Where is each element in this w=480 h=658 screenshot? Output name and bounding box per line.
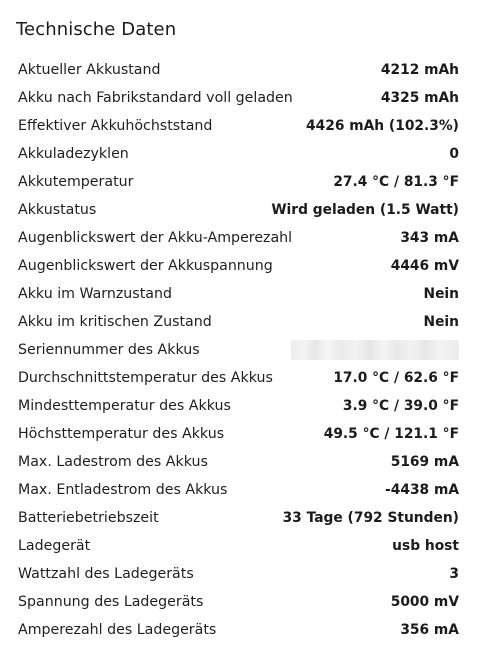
row-value: -4438 mA bbox=[385, 482, 459, 498]
row-label: Batteriebetriebszeit bbox=[18, 510, 159, 526]
row-label: Augenblickswert der Akku-Amperezahl bbox=[18, 230, 293, 246]
row-charger-voltage bbox=[18, 588, 459, 616]
row-label: Akku im kritischen Zustand bbox=[18, 314, 212, 330]
row-battery-temperature bbox=[18, 168, 459, 196]
row-value: 3.9 °C / 39.0 °F bbox=[342, 398, 459, 414]
row-max-charge-current bbox=[18, 448, 459, 476]
row-value: Nein bbox=[423, 314, 459, 330]
row-label: Akkuladezyklen bbox=[18, 146, 129, 162]
row-value: usb host bbox=[392, 538, 459, 554]
row-battery-runtime bbox=[18, 504, 459, 532]
row-value: 3 bbox=[449, 566, 459, 582]
row-value: 4212 mAh bbox=[380, 62, 459, 78]
row-value: Wird geladen (1.5 Watt) bbox=[271, 202, 459, 218]
row-label: Akkutemperatur bbox=[18, 174, 134, 190]
row-max-temperature bbox=[18, 420, 459, 448]
row-charger bbox=[18, 532, 459, 560]
row-label: Akkustatus bbox=[18, 202, 97, 218]
section-title: Technische Daten bbox=[16, 19, 177, 40]
row-value: 0 bbox=[449, 146, 459, 162]
row-value: 5000 mV bbox=[390, 594, 459, 610]
row-value: 343 mA bbox=[400, 230, 459, 246]
row-label: Ladegerät bbox=[18, 538, 91, 554]
row-label: Effektiver Akkuhöchststand bbox=[18, 118, 213, 134]
row-label: Durchschnittstemperatur des Akkus bbox=[18, 370, 273, 386]
row-label: Seriennummer des Akkus bbox=[18, 342, 200, 358]
row-instant-voltage bbox=[18, 252, 459, 280]
row-label: Akku nach Fabrikstandard voll geladen bbox=[18, 90, 293, 106]
row-label: Höchsttemperatur des Akkus bbox=[18, 426, 225, 442]
row-value: 4426 mAh (102.3%) bbox=[306, 118, 459, 134]
row-warning-state bbox=[18, 280, 459, 308]
row-label: Augenblickswert der Akkuspannung bbox=[18, 258, 273, 274]
row-label: Wattzahl des Ladegeräts bbox=[18, 566, 194, 582]
row-label: Spannung des Ladegeräts bbox=[18, 594, 204, 610]
row-label: Max. Ladestrom des Akkus bbox=[18, 454, 208, 470]
row-max-discharge-current bbox=[18, 476, 459, 504]
row-label: Akku im Warnzustand bbox=[18, 286, 172, 302]
redacted-serial-number bbox=[291, 340, 459, 360]
row-value: 27.4 °C / 81.3 °F bbox=[333, 174, 459, 190]
row-effective-max-capacity bbox=[18, 112, 459, 140]
row-label: Max. Entladestrom des Akkus bbox=[18, 482, 228, 498]
row-label: Mindesttemperatur des Akkus bbox=[18, 398, 231, 414]
row-serial-number bbox=[18, 336, 459, 364]
row-charger-wattage bbox=[18, 560, 459, 588]
row-label: Aktueller Akkustand bbox=[18, 62, 161, 78]
row-charge-cycles bbox=[18, 140, 459, 168]
row-average-temperature bbox=[18, 364, 459, 392]
technical-data-list bbox=[18, 56, 459, 644]
row-value: 356 mA bbox=[400, 622, 459, 638]
row-value: 4446 mV bbox=[390, 258, 459, 274]
row-label: Amperezahl des Ladegeräts bbox=[18, 622, 217, 638]
row-value: Nein bbox=[423, 286, 459, 302]
row-min-temperature bbox=[18, 392, 459, 420]
row-value: 49.5 °C / 121.1 °F bbox=[323, 426, 459, 442]
row-value: 4325 mAh bbox=[380, 90, 459, 106]
row-instant-current bbox=[18, 224, 459, 252]
row-critical-state bbox=[18, 308, 459, 336]
row-current-charge bbox=[18, 56, 459, 84]
row-battery-status bbox=[18, 196, 459, 224]
row-value: 17.0 °C / 62.6 °F bbox=[333, 370, 459, 386]
row-value: 33 Tage (792 Stunden) bbox=[282, 510, 459, 526]
row-value: 5169 mA bbox=[390, 454, 459, 470]
row-factory-full-charge bbox=[18, 84, 459, 112]
row-charger-current bbox=[18, 616, 459, 644]
